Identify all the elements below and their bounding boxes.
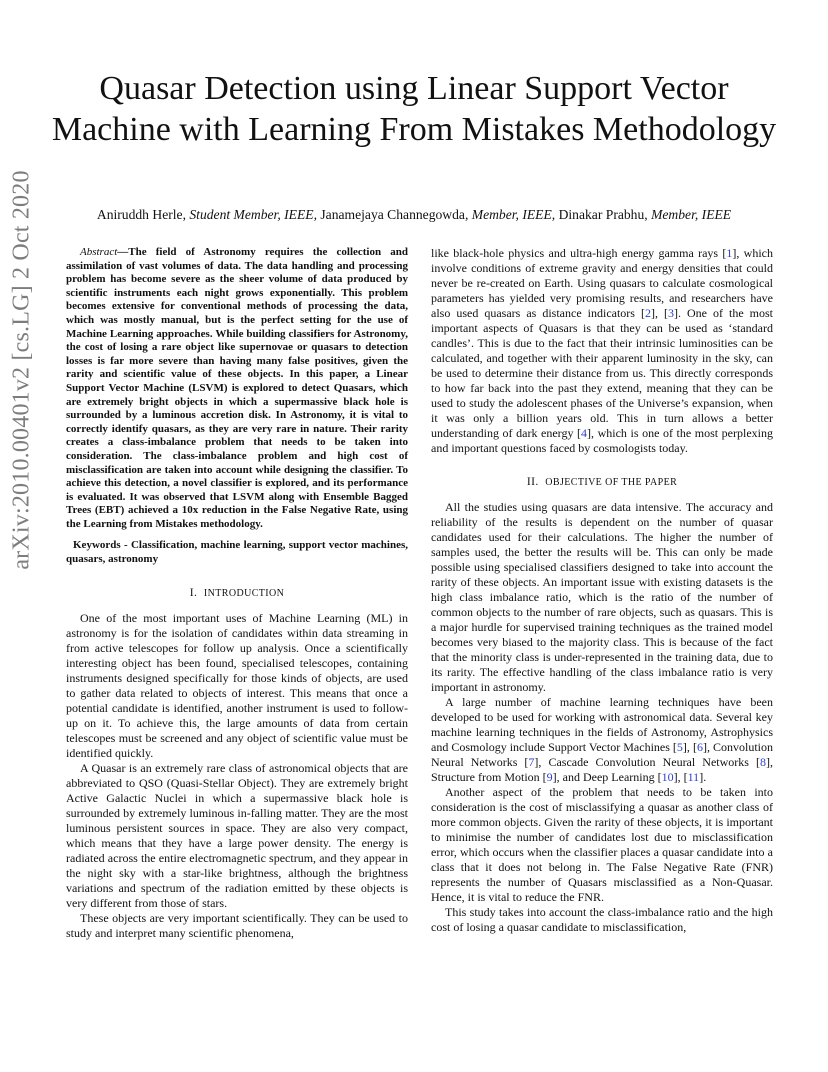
text-run: .	[703, 770, 707, 784]
text-run: A large number of machine learning techniques have been developed to be used for working with astronomical data. Several key machine learning techniques in the fields of Astronomy, Astrophysics and Cosmology include Support Vector Machines	[431, 695, 773, 754]
citation-link[interactable]: [ 4 ]	[577, 426, 591, 440]
section-title: OBJECTIVE OF THE PAPER	[545, 477, 678, 488]
author-3-role: Member, IEEE	[651, 207, 732, 222]
author-1-name: Aniruddh Herle,	[96, 207, 186, 222]
intro-paragraph-3: These objects are very important scientifically. They can be used to study and interpret many scientific phenomena,	[66, 910, 408, 940]
text-run: , Convolution Neural Networks	[431, 740, 773, 769]
left-column	[66, 246, 408, 941]
objective-paragraph-4: This study takes into account the class-imbalance ratio and the high cost of losing a quasar candidate to misclassification,	[431, 905, 773, 934]
intro-paragraph-2: A Quasar is an extremely rare class of astronomical objects that are abbreviated to QSO (Quasi-Stellar Object). They are extremely bright Active Galactic Nuclei in which a supermassive black hole is surrounded by extremely luminous in-falling matter. They are the most luminous persistent sources in space. They are also very compact, which means that they have a large power density. The energy is radiated across the entire electromagnetic spectrum, and they appear in the night sky with a star-like brightness, although the brightness variations and spectrum of the radiation emitted by these objects is very different from those of stars.	[66, 760, 408, 910]
abstract-text: —The field of Astronomy requires the collection and assimilation of vast volumes of data. The data handling and processing problem has become severe as the sheer volume of data produced by scientific instruments each night grows exponentially. This problem becomes extensive for conventional methods of processing the data, which was mostly manual, but is the perfect setting for the use of Machine Learning approaches. While building classifiers for Astronomy, the cost of losing a rare object like supernovae or quasars to detection losses is far more severe than having many false positives, given the rarity and scientific value of these objects. In this paper, a Linear Support Vector Machine (LSVM) is explored to detect Quasars, which are extremely bright objects in which a supermassive black hole is surrounded by a luminous accretion disk. In Astronomy, it is vital to correctly identify quasars, as they are very rare in nature. Their rarity creates a class-imbalance problem that needs to be taken into consideration. The class-imbalance problem and high cost of misclassification are taken into account while designing the classifier. To achieve this detection, a novel classifier is explored, and its performance is evaluated. It was observed that LSVM along with Ensemble Bagged Trees (EBT) achieved a 10x reduction in the False Negative Rate, using the Learning from Mistakes methodology.	[66, 246, 408, 530]
citation-link[interactable]: [ 1 ]	[722, 246, 736, 260]
paper-title	[40, 68, 788, 150]
text-run: , which is one of the most perplexing and important questions faced by cosmologists today.	[431, 426, 773, 455]
citation-link[interactable]: [ 6 ]	[693, 740, 707, 754]
author-1-role: Student Member, IEEE,	[189, 207, 317, 222]
text-run: like black-hole physics and ultra-high energy gamma rays	[431, 246, 723, 260]
text-run: ,	[677, 770, 684, 784]
text-run: , Cascade Convolution Neural Networks	[538, 755, 756, 769]
intro-continuation-paragraph	[431, 246, 773, 456]
right-column	[431, 246, 773, 935]
title-line-2: Machine with Learning From Mistakes Methodology	[51, 111, 777, 148]
citation-link[interactable]: [ 5 ]	[673, 740, 687, 754]
citation-link[interactable]: [ 2 ]	[641, 306, 655, 320]
section-heading-objective	[431, 474, 773, 490]
text-run: . One of the most important aspects of Quasars is that they can be used as ‘standard candles’. This is due to the fact that their intrinsic luminosities can be calculated, and together with their apparent luminosity in the sky, can be used to determine their distance from us. This directly corresponds to how far back into the past they extend, meaning that they can be used to study the adolescent phases of the Universe’s expansion, when it was only a billion years old. This in turn allows a better understanding of dark energy	[431, 306, 774, 440]
author-2-role: Member, IEEE,	[471, 207, 556, 222]
text-run: , Structure from Motion	[431, 755, 773, 784]
text-run: , which involve conditions of extreme gravity and energy densities that could never be re-created on Earth. Using quasars to calculate cosmological parameters has yielded very promising results, and researchers have also used quasars as distance indicators	[431, 246, 773, 320]
arxiv-identifier[interactable]: arXiv:2010.00401v2 [cs.LG] 2 Oct 2020	[8, 170, 35, 570]
keywords: Keywords - Classification, machine learning, support vector machines, quasars, astronomy	[66, 539, 408, 566]
author-3-name: Dinakar Prabhu,	[558, 207, 648, 222]
intro-paragraph-1: One of the most important uses of Machine Learning (ML) in astronomy is for the isolation of candidates within data streaming in from active telescopes for follow up analysis. Once a scientifically interesting object has been found, specialised telescopes, containing instruments designed specifically for those kinds of objects, are used to gather data related to objects of interest. This means that once a potential candidate is identified, another instrument is used to follow-up on it. To achieve this, the large amounts of data from certain telescopes must be screened and any object of scientific value must be identified quickly.	[66, 610, 408, 760]
section-title: INTRODUCTION	[203, 587, 285, 599]
text-run: ,	[654, 306, 664, 320]
text-run: , and Deep Learning	[556, 770, 658, 784]
text-run: ,	[686, 740, 693, 754]
citation-link[interactable]: [ 3 ]	[664, 306, 678, 320]
citation-link[interactable]: [ 7 ]	[524, 755, 538, 769]
citation-link[interactable]: [ 8 ]	[756, 755, 770, 769]
citation-link[interactable]: [ 9 ]	[543, 770, 557, 784]
author-list	[30, 206, 798, 224]
objective-paragraph-2	[431, 695, 773, 785]
section-heading-introduction	[66, 585, 408, 601]
objective-paragraph-3: Another aspect of the problem that needs to be taken into consideration is the cost of misclassifying a quasar as another class of more common objects. Given the rarity of these objects, it is important to minimise the number of candidates lost due to misclassification error, which occurs when the classifier places a quasar candidate into a class that it does not belong in. The False Negative Rate (FNR) represents the number of Quasars misclassified as a Non-Quasar. Hence, it is vital to reduce the FNR.	[431, 785, 773, 904]
section-numeral: I.	[189, 585, 198, 599]
citation-link[interactable]: [ 10 ]	[658, 770, 678, 784]
citation-link[interactable]: [ 11 ]	[684, 770, 704, 784]
title-line-1: Quasar Detection using Linear Support Vector	[99, 70, 729, 107]
abstract	[66, 246, 408, 531]
section-numeral: II.	[526, 475, 539, 488]
author-2-name: Janamejaya Channegowda,	[320, 207, 469, 222]
objective-paragraph-1: All the studies using quasars are data intensive. The accuracy and reliability of the results is dependent on the number of quasar candidates used for their calculations. The higher the number of samples used, the better the results will be. This can only be made possible using specialised classifiers designed to take into account the rarity of these objects. An important issue with existing datasets is the high class imbalance ratio, which is the ratio of the number of common objects to the number of rare objects, such as quasars. This is a major hurdle for supervised training techniques as the trained model becomes very biased to the majority class. This is because of the fact that the minority class is under-represented in the training data, due to its rarity. The effective handling of the class imbalance ratio is very important in astronomy.	[431, 500, 773, 694]
abstract-label: Abstract	[80, 246, 118, 258]
